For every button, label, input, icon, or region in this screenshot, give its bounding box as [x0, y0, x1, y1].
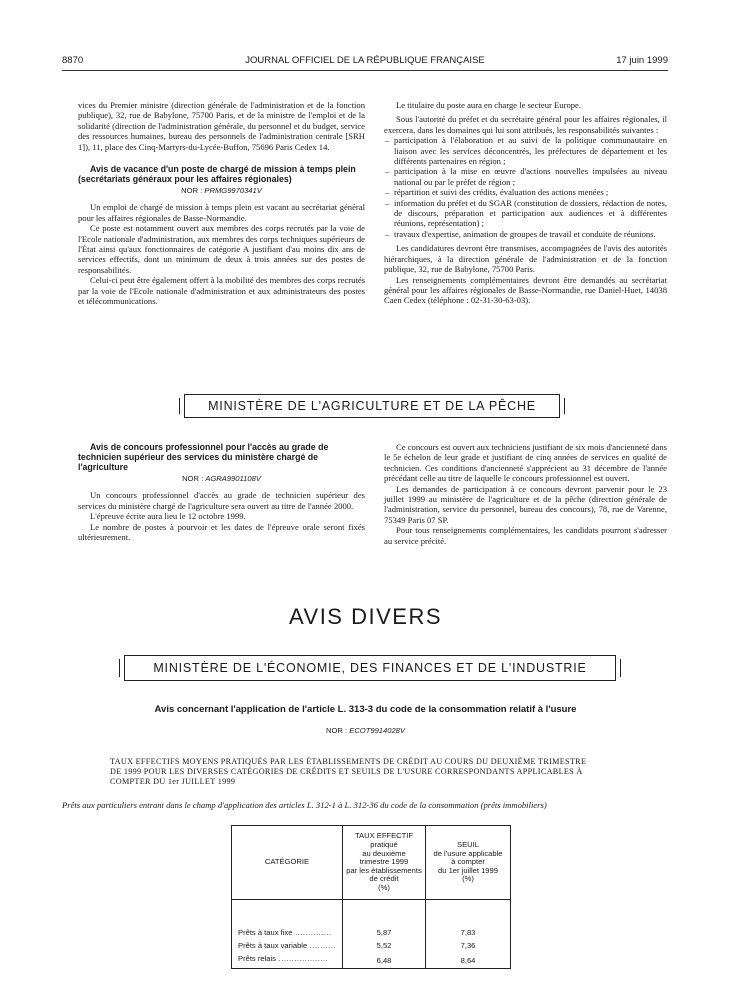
top-right-column [384, 100, 667, 306]
prets-caption: Prêts aux particuliers entrant dans le champ d'application des articles L. 312-1 à L. 312-36 du code de la consommation (prêts immobiliers) [62, 800, 547, 810]
page-number: 8870 [62, 55, 84, 66]
header-taux: TAUX EFFECTIF pratiqué au deuxième trimestre 1999 par les établissements de crédit (%) [343, 826, 426, 900]
continuation-text: vices du Premier ministre (direction générale de l'administration et de la fonction publique), 32, rue de Babylone, 75700 Paris, et de la ministre de l'emploi et de la solidarité (direction de l'administration générale, du personnel et du budget, service des ressources humaines, bureau des personnels de l'administration centrale [SRH 1]), 11, place des Cinq-Martyrs-du-Lycée-Buffon, 75696 Paris Cedex 14. [78, 100, 365, 152]
mid-right-column [384, 442, 667, 546]
top-left-column [78, 100, 365, 307]
conditions-paragraph: Ce concours est ouvert aux techniciens justifiant de six mois d'ancienneté dans le 5e échelon de leur grade et justifiant de cinq années de services en qualité de technicien. Ces conditions d'ancienneté s'apprécient au 31 décembre de l'année précédant celle au titre de laquelle le concours professionnel est ouvert. [384, 442, 667, 484]
concours-paragraph-3: Le nombre de postes à pourvoir et les dates de l'épreuve orale seront fixés ultérieurement. [78, 521, 365, 543]
section-title: AVIS DIVERS [288, 604, 443, 629]
concours-paragraph-1: Un concours professionnel d'accès au grade de technicien supérieur des services du ministère chargé de l'agriculture sera ouvert au titre de l'année 2000. [78, 490, 365, 511]
concours-nor: NOR : AGRA9901108V [182, 474, 261, 483]
list-item: – travaux d'expertise, animation de groupes de travail et conduite de réunions. [384, 229, 667, 239]
header-rule [62, 70, 668, 71]
demandes-paragraph: Les demandes de participation à ce concours devront parvenir pour le 23 juillet 1999 au ministère de l'agriculture et de la pêche (direction générale de l'administration, service du personnel, bureau des concours), 78, rue de Varenne, 75349 Paris 07 SP. [384, 483, 667, 525]
responsibility-intro: Le titulaire du poste aura en charge le secteur Europe. [396, 100, 582, 110]
candidature-paragraph: Les candidatures devront être transmises, accompagnées de l'avis des autorités hiérarchiques, à la direction générale de l'administration et de la fonction publique, 32, rue de Babylone, 75700 Paris. [384, 243, 667, 275]
responsibility-paragraph: Sous l'autorité du préfet et du secrétaire général pour les affaires régionales, il exercera, dans les domaines qui lui sont attribués, les responsabilités suivantes : [384, 114, 667, 135]
concours-title: Avis de concours professionnel pour l'accès au grade de technicien supérieur des services du ministère chargé de l'agriculture [78, 442, 329, 472]
vacancy-paragraph-1: Un emploi de chargé de mission à temps plein est vacant au secrétariat général pour les affaires régionales de Basse-Normandie. [78, 202, 365, 223]
table-row: Prêts à taux variable .......... 5,52 7,36 [232, 939, 511, 952]
renseignements-paragraph: Pour tous renseignements complémentaires, les candidats pourront s'adresser au service précité. [384, 525, 667, 546]
header-seuil: SEUIL de l'usure applicable à compter du 1er juillet 1999 (%) [426, 826, 511, 900]
responsibility-list [384, 135, 667, 239]
ministry-agriculture-heading: MINISTÈRE DE L'AGRICULTURE ET DE LA PÊCHE [184, 394, 560, 418]
table-row: Prêts à taux fixe .............. 5,87 7,83 [232, 926, 511, 939]
ministry-economie-heading: MINISTÈRE DE L'ÉCONOMIE, DES FINANCES ET DE L'INDUSTRIE [124, 655, 616, 681]
header-categorie: CATÉGORIE [232, 826, 343, 900]
journal-title: JOURNAL OFFICIEL DE LA RÉPUBLIQUE FRANÇAISE [245, 55, 485, 66]
vacancy-paragraph-2: Ce poste est notamment ouvert aux membres des corps recrutés par la voie de l'Ecole nationale d'administration, aux membres des corps techniques supérieurs de l'État ainsi qu'aux fonctionnaires de catégorie A justifiant d'au moins dix ans de services effectifs, dont un minimum de deux à trois années sur des postes de responsabilités. [78, 223, 365, 275]
vacancy-paragraph-3: Celui-ci peut être également offert à la mobilité des membres des corps recrutés par la voie de l'Ecole nationale d'administration et aux administrateurs des postes et télécommunications. [78, 275, 365, 307]
concours-paragraph-2: L'épreuve écrite aura lieu le 12 octobre 1999. [90, 511, 246, 522]
contact-paragraph: Les renseignements complémentaires devront être demandés au secrétariat général pour les affaires régionales de Basse-Normandie, rue Daniel-Huet, 14038 Caen Cedex (téléphone : 02-31-30-63-03). [384, 274, 667, 306]
list-item: – répartition et suivi des crédits, évaluation des actions menées ; [384, 187, 667, 197]
usure-table [231, 825, 511, 969]
table-row: Prêts relais ................... 6,48 8,64 [232, 952, 511, 969]
mid-left-column [78, 442, 365, 542]
vacancy-title: Avis de vacance d'un poste de chargé de mission à temps plein (secrétariats généraux pour les affaires régionales) [78, 164, 356, 185]
issue-date: 17 juin 1999 [616, 55, 668, 66]
taux-heading: TAUX EFFECTIFS MOYENS PRATIQUÉS PAR LES ÉTABLISSEMENTS DE CRÉDIT AU COURS DU DEUXIÈME TRIMESTRE DE 1999 POUR LES DIVERSES CATÉGORIES DE CRÉDITS ET SEUILS DE L'USURE CORRESPONDANTS APPLICABLES À COMPTER DU 1er JUILLET 1999 [110, 757, 587, 786]
list-item: – participation à la mise en œuvre d'actions nouvelles impulsées au niveau national ou par le préfet de région ; [384, 166, 667, 187]
article-title: Avis concernant l'application de l'article L. 313-3 du code de la consommation relatif à l'usure [154, 704, 577, 715]
article-nor: NOR : ECOT9914028V [326, 726, 405, 735]
list-item: – participation à l'élaboration et au suivi de la politique communautaire en liaison avec les services déconcentrés, les préfectures de département et les différents partenaires en région ; [384, 135, 667, 166]
list-item: – information du préfet et du SGAR (constitution de dossiers, rédaction de notes, de discours, préparation et participation aux audiences et à différentes réunions, représentation) ; [384, 198, 667, 229]
vacancy-nor: NOR : PRMG9970341V [181, 186, 262, 196]
